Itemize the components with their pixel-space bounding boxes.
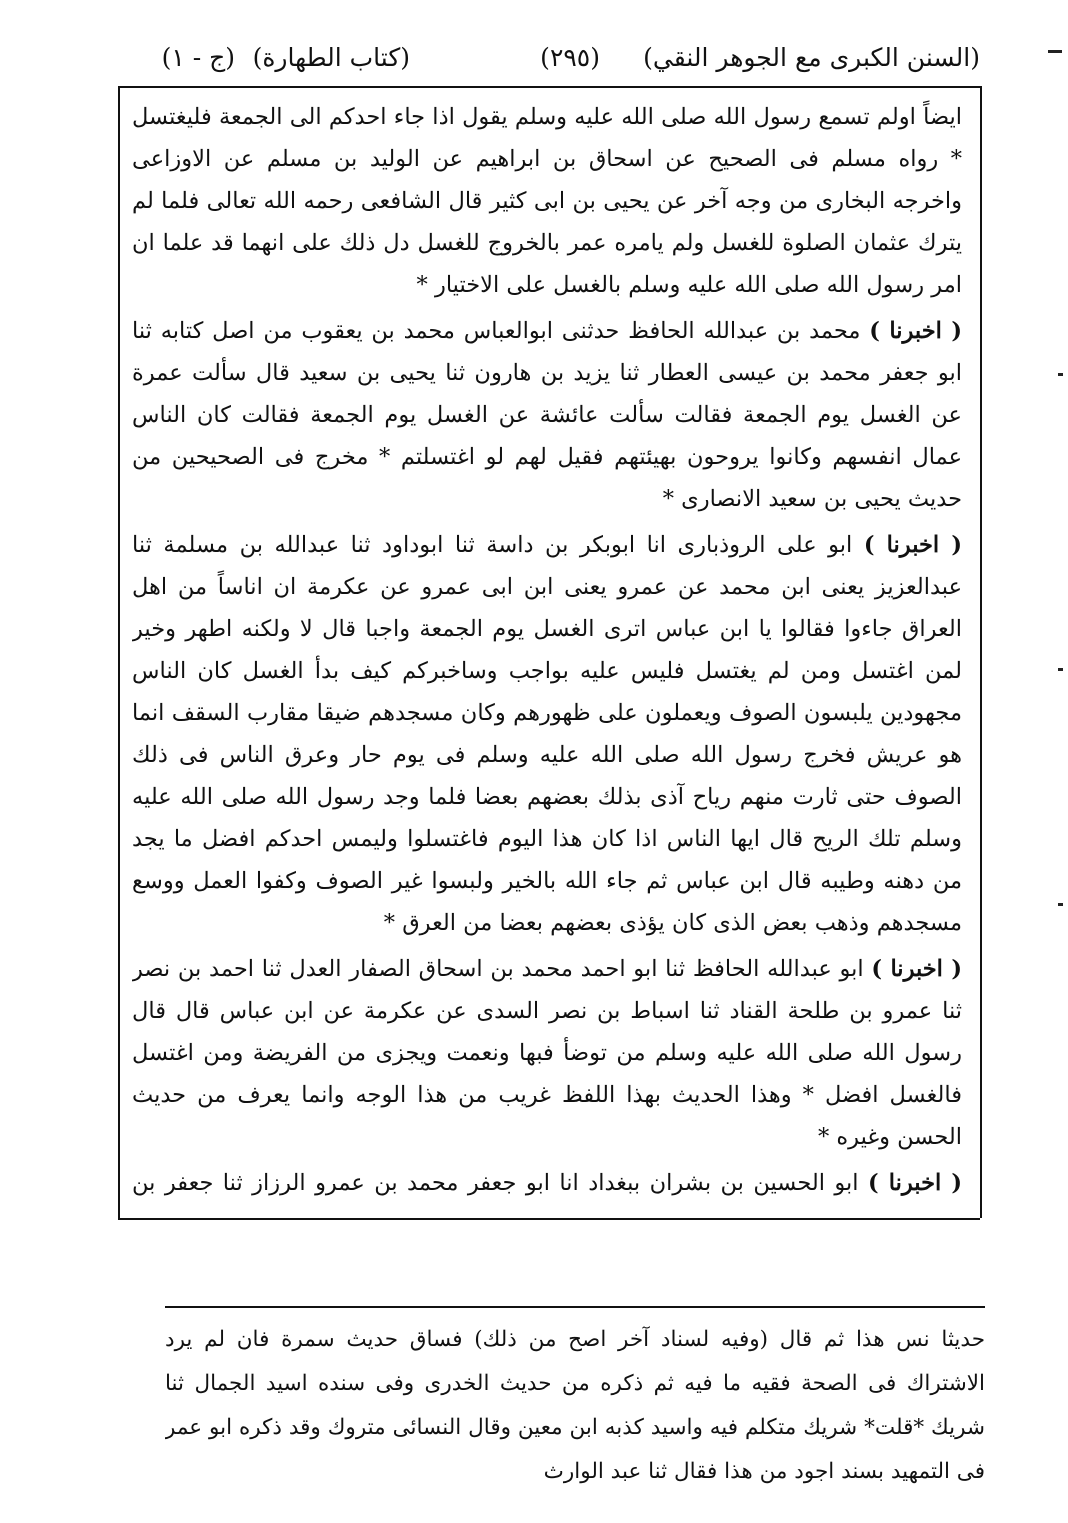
paragraph-text: ابو الحسين بن بشران ببغداد انا ابو جعفر محمد بن عمرو الرزاز ثنا جعفر بن bbox=[132, 1170, 859, 1196]
book-title: (السنن الكبرى مع الجوهر النقي) bbox=[643, 43, 980, 72]
paragraph bbox=[132, 96, 962, 306]
paragraph bbox=[132, 310, 962, 520]
scan-margin-mark bbox=[1058, 373, 1063, 376]
akhbarana-label: ( اخبرنا ) bbox=[863, 532, 962, 558]
paragraph-text: ابو عبدالله الحافظ ثنا ابو احمد محمد بن اسحاق الصفار العدل ثنا احمد بن نصر ثنا عمرو بن طلحة القناد ثنا اسباط بن نصر السدى عن عكرمة عن ابن عباس قال قال رسول الله صلى الله عليه وسلم من توضأ فبها ونعمت ويجزى من الفريضة ومن اغتسل فالغسل افضل * وهذا الحديث بهذا اللفظ غريب من هذا الوجه وانما يعرف من حديث الحسن وغيره * bbox=[132, 956, 962, 1150]
running-header bbox=[110, 28, 980, 88]
paragraph-text: ايضاً اولم تسمع رسول الله صلى الله عليه وسلم يقول اذا جاء احدكم الى الجمعة فليغتسل * رواه مسلم فى الصحيح عن اسحاق بن ابراهيم عن الوليد بن مسلم عن الاوزاعى واخرجه البخارى من وجه آخر عن يحيى بن ابى كثير قال الشافعى رحمه الله تعالى فلما لم يترك عثمان الصلوة للغسل ولم يامره عمر بالخروج للغسل دل ذلك على انهما قد علما ان امر رسول الله صلى الله عليه وسلم بالغسل على الاختيار * bbox=[132, 104, 962, 298]
page-number: (٢٩٥) bbox=[540, 43, 600, 72]
footnotes bbox=[165, 1318, 985, 1518]
akhbarana-label: ( اخبرنا ) bbox=[869, 318, 962, 344]
footnote-text: حديثا نس هذا ثم قال (وفيه لسناد آخر اصح من ذلك) فساق حديث سمرة فان لم يرد الاشتراك فى الصحة فقيه ما فيه ثم ذكره من حديث الخدرى وفى سنده اسيد الجمال ثنا شريك *قلت* شريك متكلم فيه واسيد كذبه ابن معين وقال النسائى متروك وقد ذكره ابو عمر فى التمهيد بسند اجود من هذا فقال ثنا عبد الوارث bbox=[165, 1327, 985, 1484]
paragraph bbox=[132, 1162, 962, 1211]
main-text bbox=[132, 96, 962, 1211]
akhbarana-label: ( اخبرنا ) bbox=[868, 1170, 962, 1196]
chapter-title: (كتاب الطهارة) bbox=[252, 43, 410, 72]
akhbarana-label: ( اخبرنا ) bbox=[871, 956, 962, 982]
scan-margin-mark bbox=[1048, 50, 1062, 53]
paragraph-text: ابو على الروذبارى انا ابوبكر بن داسة ثنا ابوداود ثنا عبدالله بن مسلمة ثنا عبدالعزيز يعنى ابن محمد عن عمرو يعنى ابن ابى عمرو عن عكرمة ان اناساً من اهل العراق جاءوا فقالوا يا ابن عباس اترى الغسل يوم الجمعة واجبا قال لا ولكنه اطهر وخير لمن اغتسل ومن لم يغتسل فليس عليه بواجب وساخبركم كيف بدأ الغسل كان الناس مجهودين يلبسون الصوف ويعملون على ظهورهم وكان مسجدهم ضيقا مقارب السقف انما هو عريش فخرج رسول الله صلى الله عليه وسلم فى يوم حار وعرق الناس فى ذلك الصوف حتى ثارت منهم رياح آذى بذلك بعضهم بعضا فلما وجد رسول الله صلى الله عليه وسلم تلك الريح قال ايها الناس اذا كان هذا اليوم فاغتسلوا وليمس احدكم افضل ما يجد من دهنه وطيبه قال ابن عباس ثم جاء الله بالخير ولبسوا غير الصوف وكفوا العمل ووسع مسجدهم وذهب بعض الذى كان يؤذى بعضهم بعضا من العرق * bbox=[132, 532, 962, 936]
paragraph bbox=[132, 948, 962, 1158]
frame-bottom-rule bbox=[118, 1218, 980, 1220]
volume-label: (ج - ١) bbox=[161, 43, 235, 72]
scan-margin-mark bbox=[1058, 668, 1063, 671]
scan-margin-mark bbox=[1058, 903, 1063, 906]
footnote-separator bbox=[165, 1306, 985, 1308]
paragraph bbox=[132, 524, 962, 944]
paragraph-text: محمد بن عبدالله الحافظ حدثنى ابوالعباس محمد بن يعقوب من اصل كتابه ثنا ابو جعفر محمد بن عيسى العطار ثنا يزيد بن هارون ثنا يحيى بن سعيد قال سألت عمرة عن الغسل يوم الجمعة فقالت سألت عائشة عن الغسل يوم الجمعة فقالت كان الناس عمال انفسهم وكانوا يروحون بهيئتهم فقيل لهم لو اغتسلتم * مخرج فى الصحيحين من حديث يحيى بن سعيد الانصارى * bbox=[132, 318, 962, 512]
